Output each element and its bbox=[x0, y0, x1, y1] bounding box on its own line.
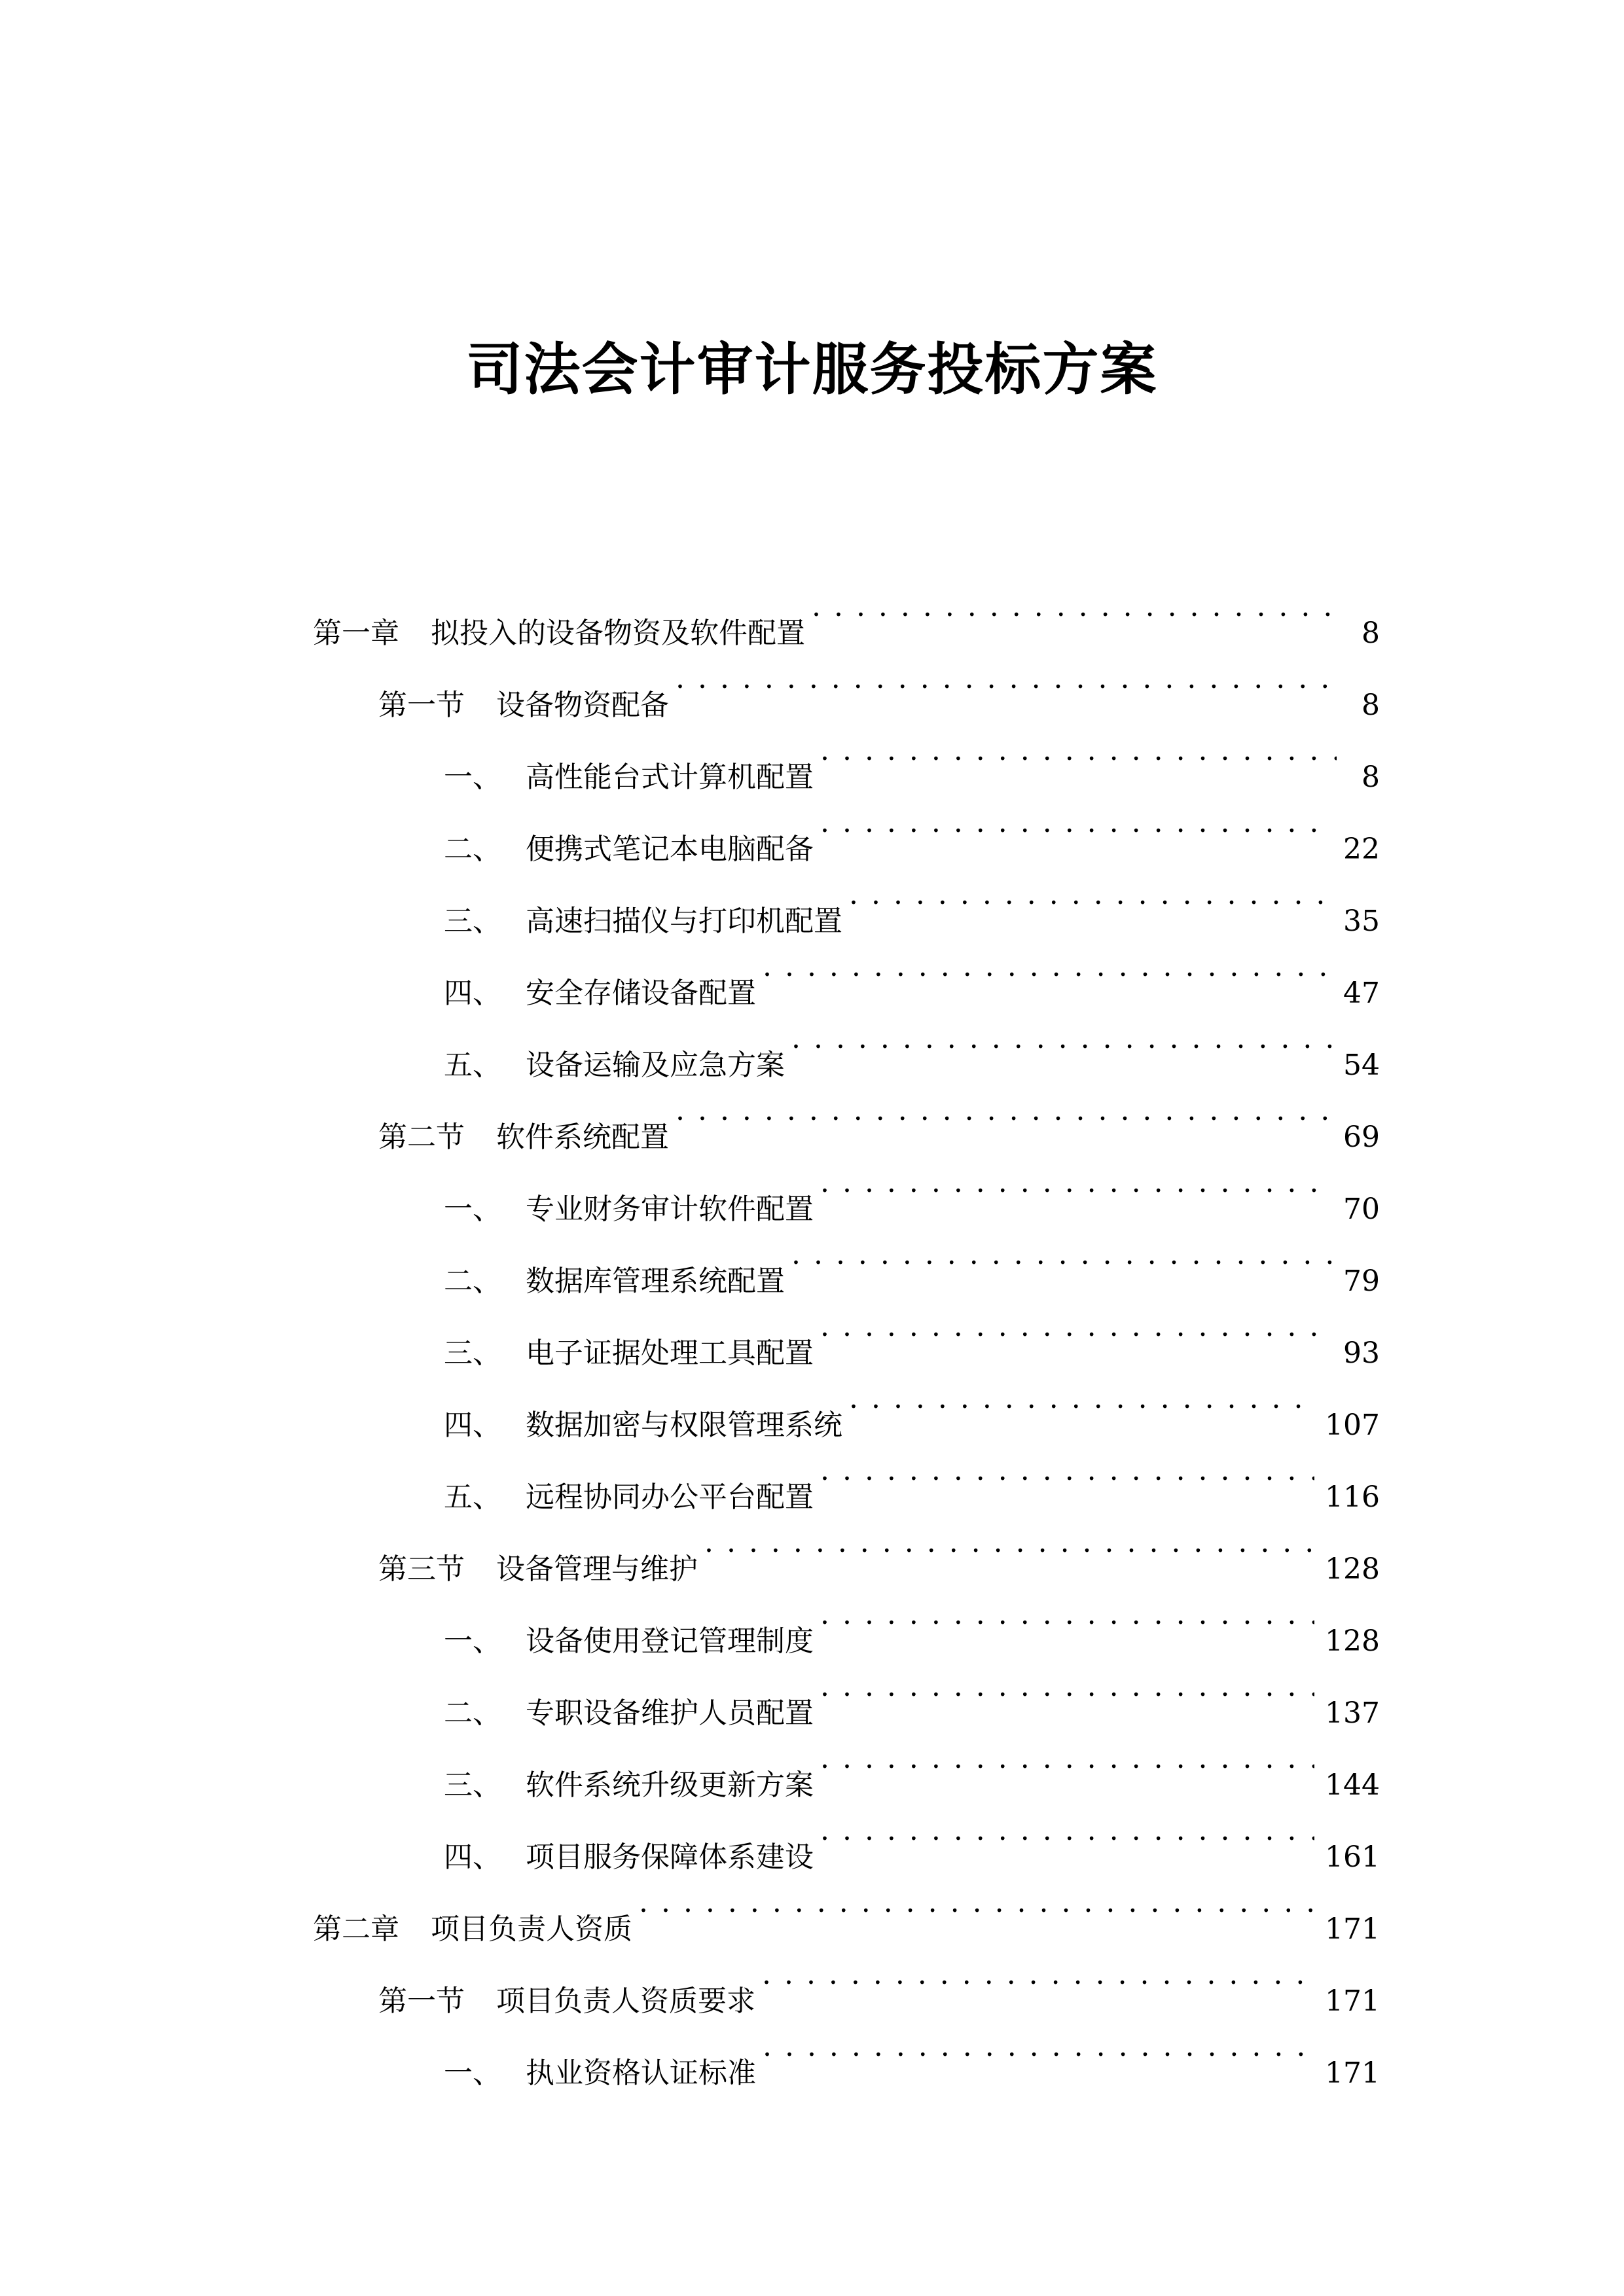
toc-entry-page-number: 116 bbox=[1325, 1480, 1380, 1514]
toc-entry-number: 第一节 bbox=[378, 689, 465, 722]
toc-entry-page-number: 128 bbox=[1325, 1624, 1380, 1658]
toc-entry-number: 四、 bbox=[444, 1840, 501, 1874]
toc-entry-label: 高速扫描仪与打印机配置 bbox=[526, 905, 842, 938]
toc-entry-label: 设备运输及应急方案 bbox=[526, 1049, 785, 1082]
toc-entry-number: 三、 bbox=[444, 905, 501, 938]
toc-entry-number: 一、 bbox=[444, 1624, 501, 1658]
toc-dot-leader bbox=[676, 643, 1337, 715]
toc-dot-leader bbox=[763, 2011, 1314, 2083]
toc-entry-page-number: 47 bbox=[1343, 977, 1380, 1010]
toc-dot-leader bbox=[812, 571, 1337, 643]
toc-entry-page-number: 107 bbox=[1325, 1408, 1380, 1442]
toc-entry-label: 项目服务保障体系建设 bbox=[526, 1840, 814, 1874]
toc-dot-leader bbox=[820, 1147, 1333, 1219]
toc-entry-number: 一、 bbox=[444, 2056, 501, 2090]
toc-entry-label: 专职设备维护人员配置 bbox=[526, 1696, 814, 1730]
toc-entry-label: 数据库管理系统配置 bbox=[526, 1265, 785, 1298]
toc-entry-number: 五、 bbox=[444, 1049, 501, 1082]
toc-entry-label: 安全存储设备配置 bbox=[526, 977, 756, 1010]
toc-dot-leader bbox=[820, 787, 1333, 859]
toc-entry-label: 远程协同办公平台配置 bbox=[526, 1480, 814, 1514]
toc-entry-label: 项目负责人资质要求 bbox=[496, 1984, 755, 2018]
toc-entry-number: 第二章 bbox=[313, 1912, 399, 1946]
toc-entry[interactable] bbox=[313, 571, 1380, 650]
toc-entry-label: 执业资格认证标准 bbox=[526, 2056, 756, 2090]
toc-entry-page-number: 137 bbox=[1325, 1696, 1380, 1730]
toc-dot-leader bbox=[820, 1291, 1333, 1363]
toc-dot-leader bbox=[849, 1363, 1314, 1435]
toc-entry-number: 第一节 bbox=[378, 1984, 465, 2018]
toc-entry-number: 五、 bbox=[444, 1480, 501, 1514]
toc-entry-label: 便携式笔记本电脑配备 bbox=[526, 833, 814, 866]
toc-dot-leader bbox=[791, 1219, 1333, 1291]
toc-entry-label: 设备物资配备 bbox=[496, 689, 669, 722]
toc-entry-page-number: 8 bbox=[1362, 761, 1380, 794]
toc-dot-leader bbox=[704, 1507, 1314, 1579]
toc-entry-page-number: 69 bbox=[1343, 1121, 1380, 1154]
toc-entry-page-number: 70 bbox=[1343, 1193, 1380, 1226]
toc-dot-leader bbox=[639, 1867, 1314, 1939]
toc-entry-label: 项目负责人资质 bbox=[431, 1912, 632, 1946]
toc-dot-leader bbox=[763, 931, 1333, 1003]
toc-entry-number: 一、 bbox=[444, 761, 501, 794]
toc-entry-page-number: 8 bbox=[1362, 617, 1380, 650]
toc-entry-label: 高性能台式计算机配置 bbox=[526, 761, 814, 794]
toc-entry-label: 专业财务审计软件配置 bbox=[526, 1193, 814, 1226]
toc-dot-leader bbox=[820, 1795, 1314, 1867]
toc-entry-number: 四、 bbox=[444, 977, 501, 1010]
toc-entry-number: 第二节 bbox=[378, 1121, 465, 1154]
toc-dot-leader bbox=[820, 1579, 1314, 1651]
toc-entry-page-number: 93 bbox=[1343, 1336, 1380, 1370]
toc-entry-label: 软件系统升级更新方案 bbox=[526, 1768, 814, 1802]
toc-entry-label: 设备使用登记管理制度 bbox=[526, 1624, 814, 1658]
toc-entry-label: 设备管理与维护 bbox=[496, 1552, 698, 1586]
toc-dot-leader bbox=[791, 1003, 1333, 1075]
toc-entry-page-number: 22 bbox=[1343, 833, 1380, 866]
toc-entry-label: 软件系统配置 bbox=[496, 1121, 669, 1154]
toc-dot-leader bbox=[820, 1435, 1314, 1507]
toc-entry-page-number: 144 bbox=[1325, 1768, 1380, 1802]
toc-entry-page-number: 171 bbox=[1325, 1912, 1380, 1946]
toc-entry-label: 电子证据处理工具配置 bbox=[526, 1336, 814, 1370]
toc-entry-number: 四、 bbox=[444, 1408, 501, 1442]
toc-entry-page-number: 8 bbox=[1362, 689, 1380, 722]
toc-entry-number: 二、 bbox=[444, 1696, 501, 1730]
toc-entry-label: 数据加密与权限管理系统 bbox=[526, 1408, 842, 1442]
toc-entry-page-number: 54 bbox=[1343, 1049, 1380, 1082]
toc-dot-leader bbox=[820, 715, 1337, 787]
toc-entry-number: 第三节 bbox=[378, 1552, 465, 1586]
toc-entry-page-number: 171 bbox=[1325, 2056, 1380, 2090]
toc-dot-leader bbox=[820, 1651, 1314, 1723]
toc-entry-number: 二、 bbox=[444, 833, 501, 866]
toc-dot-leader bbox=[676, 1075, 1333, 1147]
toc-entry-number: 三、 bbox=[444, 1336, 501, 1370]
document-title: 司法会计审计服务投标方案 bbox=[466, 336, 1158, 403]
toc-dot-leader bbox=[849, 859, 1333, 931]
toc-entry-number: 三、 bbox=[444, 1768, 501, 1802]
toc-dot-leader bbox=[820, 1723, 1314, 1795]
toc-entry-number: 一、 bbox=[444, 1193, 501, 1226]
toc-entry-page-number: 79 bbox=[1343, 1265, 1380, 1298]
toc-entry-label: 拟投入的设备物资及软件配置 bbox=[431, 617, 805, 650]
toc-entry-page-number: 35 bbox=[1343, 905, 1380, 938]
toc-entry-number: 二、 bbox=[444, 1265, 501, 1298]
toc-entry-page-number: 171 bbox=[1325, 1984, 1380, 2018]
toc-dot-leader bbox=[762, 1939, 1314, 2011]
table-of-contents bbox=[313, 571, 1380, 2090]
toc-entry-page-number: 128 bbox=[1325, 1552, 1380, 1586]
toc-entry-page-number: 161 bbox=[1325, 1840, 1380, 1874]
toc-entry-number: 第一章 bbox=[313, 617, 399, 650]
